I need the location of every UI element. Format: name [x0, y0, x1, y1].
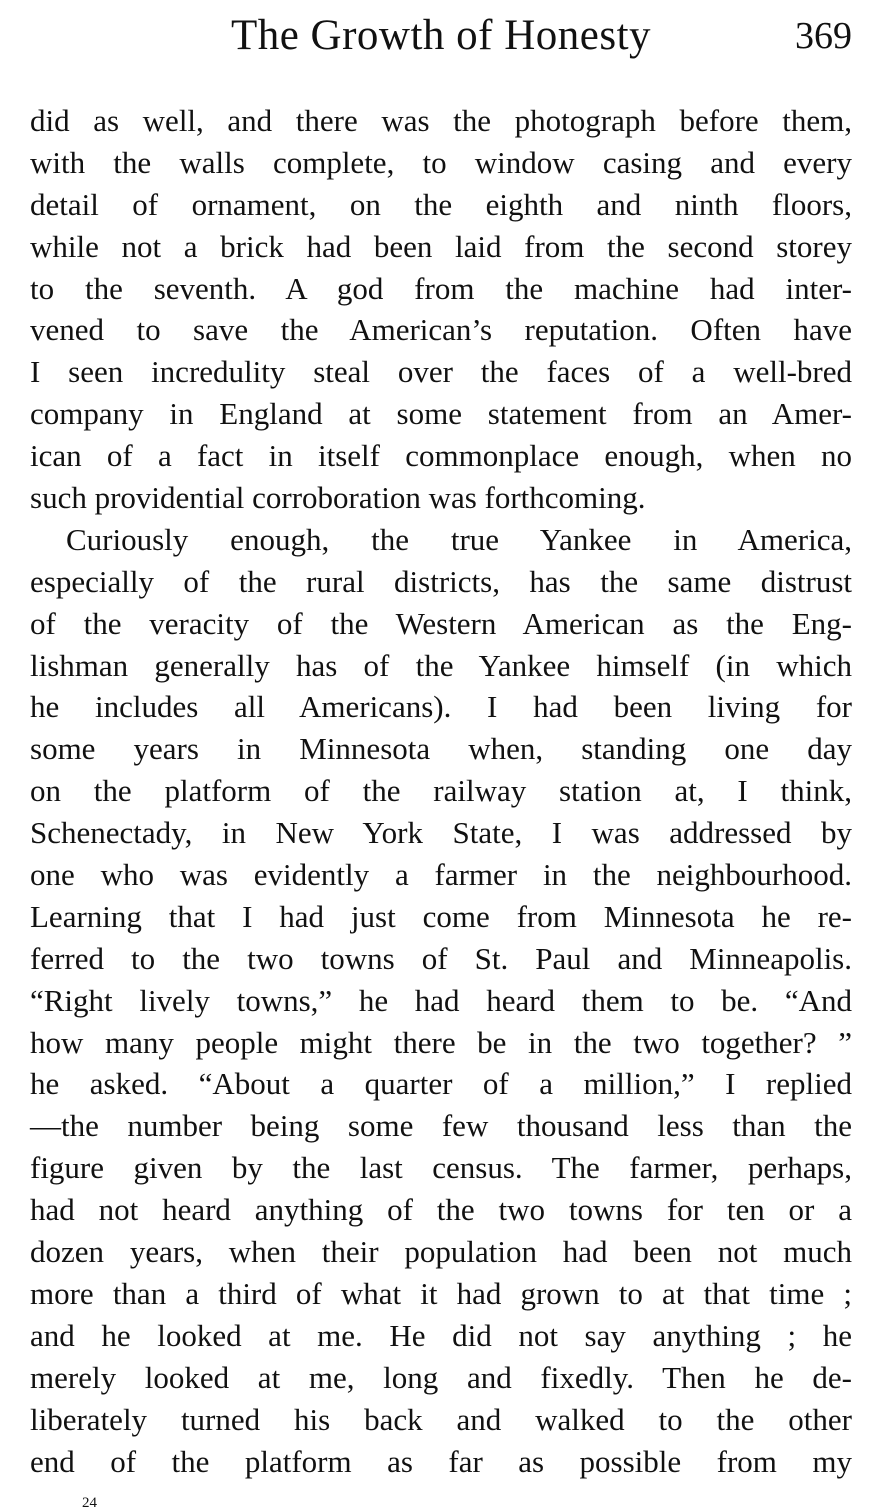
running-title: The Growth of Honesty [230, 12, 652, 59]
text-line: how many people might there be in the two together? ” [30, 1024, 852, 1060]
text-line: figure given by the last census. The farmer, perhaps, [30, 1150, 852, 1186]
text-line: I seen incredulity steal over the faces of a well-bred [30, 354, 852, 390]
text-line: ican of a fact in itself commonplace enough, when no [30, 438, 852, 474]
text-line: some years in Minnesota when, standing one day [30, 731, 852, 767]
text-line: such providential corroboration was forthcoming. [30, 480, 646, 516]
text-line: one who was evidently a farmer in the neighbourhood. [30, 857, 852, 893]
text-line: Learning that I had just come from Minnesota he re- [30, 898, 852, 934]
signature-mark: 24 [82, 1495, 97, 1511]
text-line: especially of the rural districts, has the same distrust [30, 563, 852, 599]
text-line: detail of ornament, on the eighth and ninth floors, [30, 186, 852, 222]
text-line: he asked. “About a quarter of a million,” I replied [30, 1066, 852, 1102]
text-line: end of the platform as far as possible from my [30, 1443, 852, 1479]
text-line: ferred to the two towns of St. Paul and Minneapolis. [30, 940, 852, 976]
text-line: Schenectady, in New York State, I was addressed by [30, 815, 852, 851]
text-line: with the walls complete, to window casing and every [30, 144, 852, 180]
text-line: and he looked at me. He did not say anything ; he [30, 1317, 852, 1353]
text-line: did as well, and there was the photograph before them, [30, 103, 852, 138]
text-line: had not heard anything of the two towns for ten or a [30, 1192, 852, 1228]
text-line: Curiously enough, the true Yankee in America, [66, 521, 852, 557]
text-line: on the platform of the railway station at, I think, [30, 773, 852, 809]
text-line: while not a brick had been laid from the second storey [30, 228, 852, 264]
text-line: —the number being some few thousand less than the [30, 1108, 852, 1144]
page-number: 369 [795, 15, 852, 57]
text-line: “Right lively towns,” he had heard them to be. “And [30, 982, 852, 1018]
text-line: to the seventh. A god from the machine had inter- [30, 270, 852, 306]
text-line: of the veracity of the Western American as the Eng- [30, 605, 852, 641]
text-line: merely looked at me, long and fixedly. Then he de- [30, 1359, 852, 1395]
text-line: vened to save the American’s reputation. Often have [30, 312, 852, 348]
text-line: liberately turned his back and walked to the other [30, 1401, 852, 1437]
text-line: more than a third of what it had grown to at that time ; [30, 1275, 852, 1311]
text-line: he includes all Americans). I had been living for [30, 689, 852, 725]
text-line: dozen years, when their population had been not much [30, 1234, 852, 1270]
text-line: company in England at some statement from an Amer- [30, 396, 852, 432]
running-head [30, 8, 852, 64]
text-line: lishman generally has of the Yankee himself (in which [30, 647, 852, 683]
body-text [30, 100, 852, 1482]
